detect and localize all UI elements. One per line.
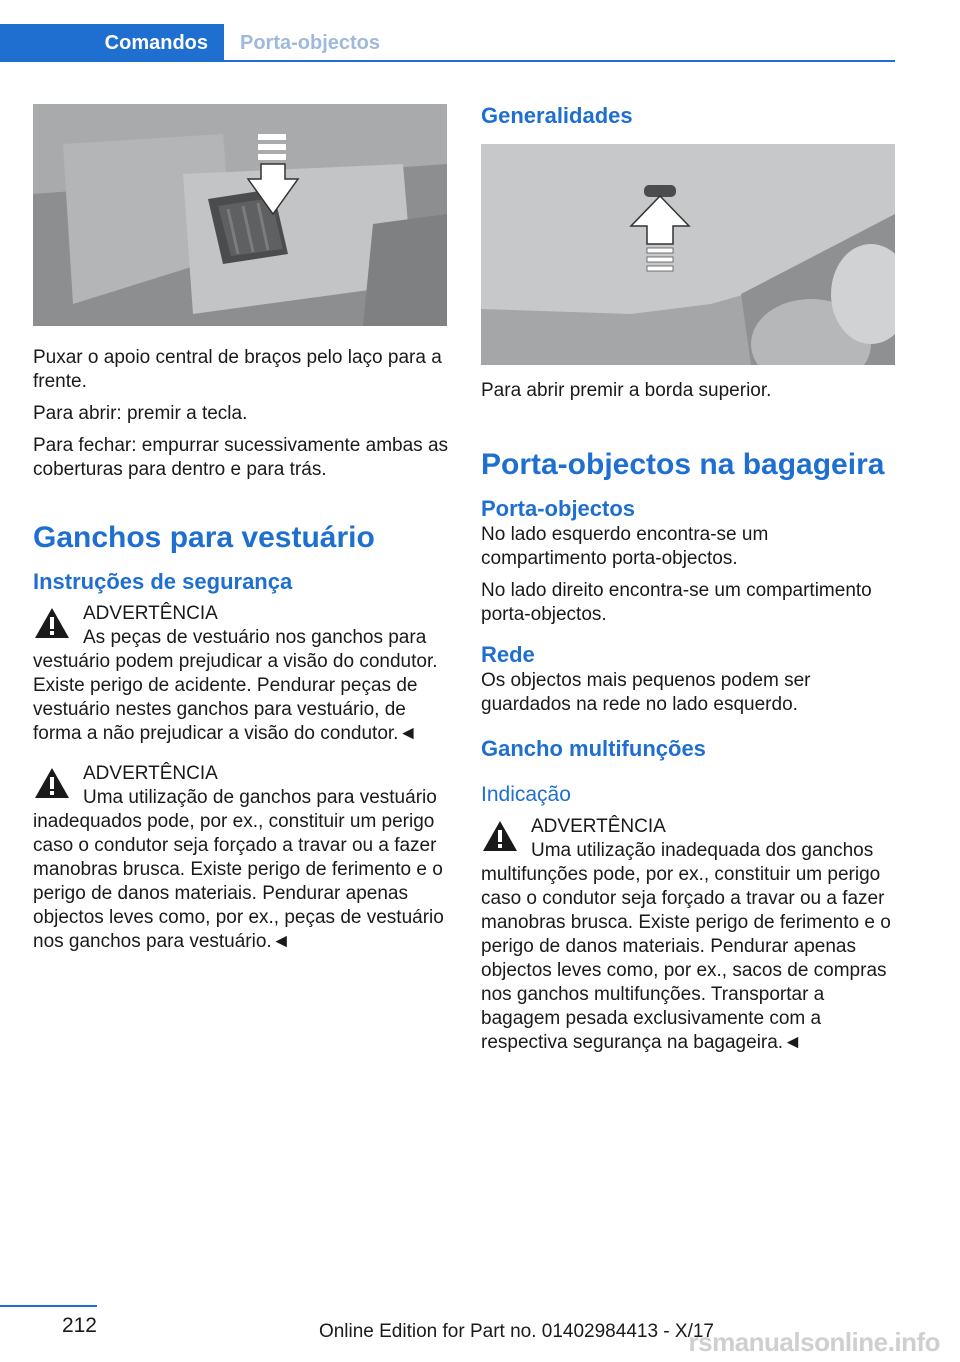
warning-block [33, 602, 448, 746]
section-heading: Ganchos para vestuário [33, 521, 375, 554]
header-rule [0, 60, 895, 62]
subsection-heading: Rede [481, 642, 535, 667]
image-caption: Para abrir premir a borda superior. [481, 380, 772, 401]
warning-triangle-icon [481, 819, 519, 853]
section-heading: Porta-objectos na bagageira [481, 448, 885, 481]
paragraph: Para fechar: empurrar sucessivamente ambas as coberturas para dentro e para trás. [33, 435, 449, 480]
subsection-heading: Generalidades [481, 103, 633, 128]
paragraph: No lado esquerdo encontra-se um compartimento porta-objectos. [481, 524, 769, 569]
tab-comandos[interactable]: Comandos [0, 24, 224, 62]
subsection-heading: Gancho multifunções [481, 736, 706, 761]
subsection-heading: Porta-objectos [481, 496, 636, 521]
armrest-photo [33, 104, 447, 326]
right-column [481, 102, 895, 1055]
paragraph: Os objectos mais pequenos podem ser guardados na rede no lado esquerdo. [481, 670, 811, 715]
warning-triangle-icon [33, 606, 71, 640]
warning-title: ADVERTÊNCIA [531, 816, 666, 837]
paragraph: No lado direito encontra-se um compartimento porta-objectos. [481, 580, 872, 625]
warning-block [33, 762, 448, 954]
headliner-photo [481, 144, 895, 365]
footer-rule [0, 1305, 97, 1307]
warning-title: ADVERTÊNCIA [83, 763, 218, 784]
left-column [33, 104, 448, 954]
warning-text: As peças de vestuário nos ganchos para vestuário podem prejudicar a visão do condutor. Existe perigo de acidente. Pendurar peças de vestuário nestes ganchos para vestuário, de forma a não prejudicar a visão do condutor.◄ [33, 627, 438, 744]
warning-triangle-icon [33, 766, 71, 800]
paragraph: Puxar o apoio central de braços pelo laço para a frente. [33, 347, 442, 392]
page-number: 212 [61, 1314, 97, 1337]
warning-text: Uma utilização de ganchos para vestuário inadequados pode, por ex., constituir um perigo caso o condutor seja forçado a travar ou a fazer manobras brusca. Existe perigo de ferimento e o perigo de danos materiais. Pendurar apenas objectos leves como, por ex., peças de vestuário nos ganchos para vestuário.◄ [33, 787, 444, 952]
tab-porta-objectos[interactable]: Porta-objectos [240, 32, 381, 54]
warning-block [481, 815, 895, 1055]
subsection-heading: Instruções de segurança [33, 569, 293, 594]
edition-footer: Online Edition for Part no. 01402984413 - X/17 [318, 1321, 714, 1342]
paragraph: Para abrir: premir a tecla. [33, 403, 248, 424]
warning-title: ADVERTÊNCIA [83, 603, 218, 624]
warning-text: Uma utilização inadequada dos ganchos multifunções pode, por ex., constituir um perigo caso o condutor seja forçado a travar ou a fazer manobras brusca. Existe perigo de ferimento e o perigo de danos materiais. Pendurar apenas objectos leves como, por ex., sacos de compras nos ganchos multifunções. Transportar a bagagem pesada exclusivamente com a respectiva segurança na bagageira.◄ [481, 840, 891, 1053]
note-heading: Indicação [481, 783, 571, 806]
watermark-logo: rsmanualsonline.info [688, 1327, 940, 1357]
